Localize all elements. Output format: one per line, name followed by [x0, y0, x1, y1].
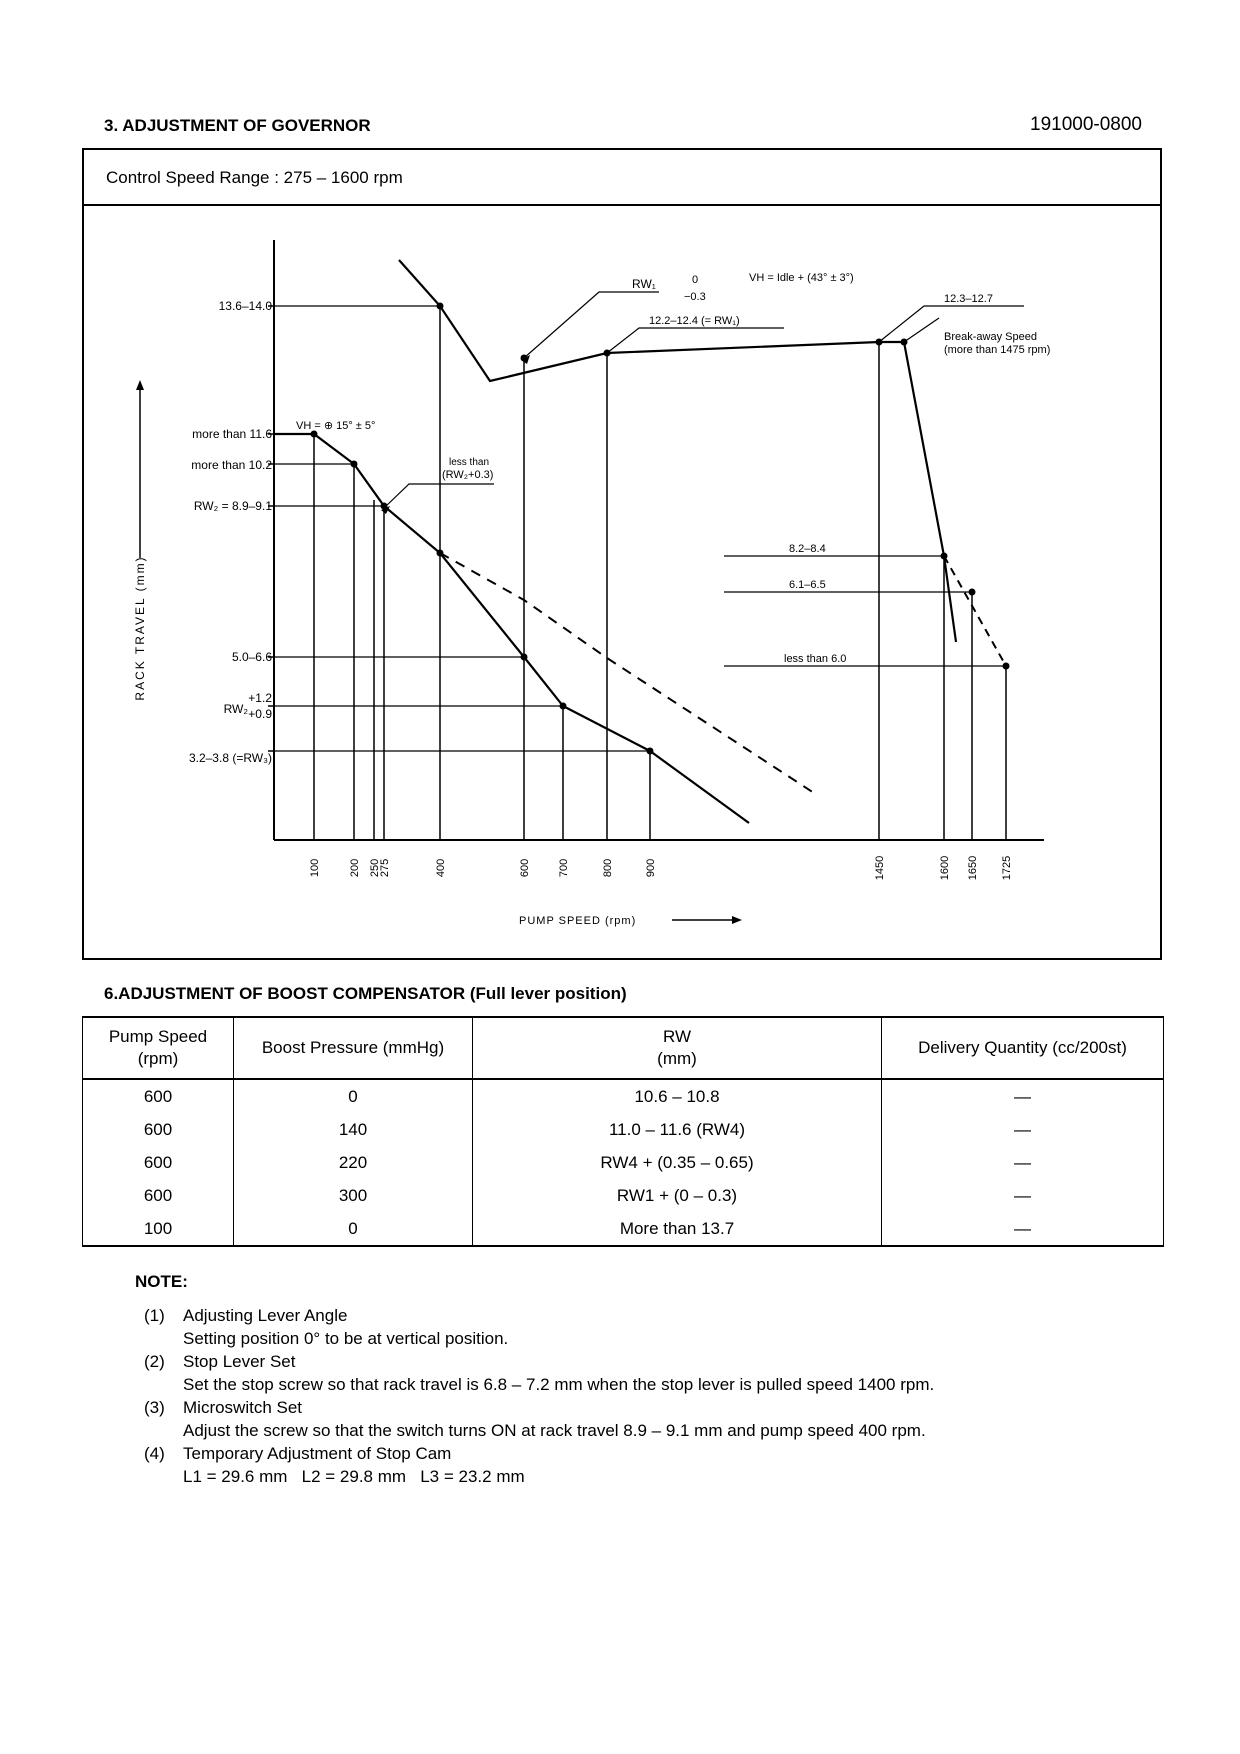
vh15-label: VH = ⊕ 15° ± 5°	[296, 420, 376, 432]
less-than-rw2-label: (RW₂+0.3)	[442, 469, 494, 481]
note-2-text: Set the stop screw so that rack travel is 6.8 – 7.2 mm when the stop lever is pulled speed 1400 rpm.	[183, 1375, 935, 1394]
note-title: NOTE:	[135, 1272, 188, 1291]
x-tick-900: 900	[645, 858, 657, 878]
x-tick-1450: 1450	[874, 855, 886, 881]
range-82-label: 8.2–8.4	[789, 543, 826, 555]
range-123-label: 12.3–12.7	[944, 293, 993, 305]
breakaway-note: (more than 1475 rpm)	[944, 344, 1051, 356]
range-122-label: 12.2–12.4 (= RW₁)	[649, 315, 740, 327]
l1-label: L1	[183, 1467, 202, 1486]
y-label-rw2-prefix: RW₂	[223, 702, 248, 716]
cell: 0	[234, 1212, 473, 1246]
governor-curve-idle	[274, 434, 749, 823]
cell: —	[882, 1079, 1164, 1113]
boost-table-header	[83, 1017, 1164, 1079]
note-1-number: (1)	[144, 1306, 165, 1325]
table-row	[83, 1079, 1164, 1113]
y-label-102: more than 10.2	[191, 458, 272, 472]
cell: More than 13.7	[473, 1212, 882, 1246]
x-tick-600: 600	[519, 858, 531, 878]
x-tick-100: 100	[309, 858, 321, 878]
cell: RW4 + (0.35 – 0.65)	[473, 1146, 882, 1179]
governor-curve-cutoff-dashed	[944, 556, 1006, 666]
x-tick-400: 400	[435, 858, 447, 878]
y-label-rw2: RW₂ = 8.9–9.1	[193, 499, 272, 513]
x-tick-1725: 1725	[1001, 855, 1013, 881]
rw1-top: 0	[692, 274, 699, 286]
cell: 10.6 – 10.8	[473, 1079, 882, 1113]
x-tick-1600: 1600	[939, 855, 951, 881]
breakaway-label: Break-away Speed	[944, 331, 1037, 343]
section-title: 3. ADJUSTMENT OF GOVERNOR	[104, 116, 371, 135]
less-than-label: less than	[449, 457, 490, 468]
rw1-bottom: −0.3	[684, 291, 706, 303]
l3-label: L3	[420, 1467, 440, 1486]
x-tick-700: 700	[558, 858, 570, 878]
note-1-text: Setting position 0° to be at vertical position.	[183, 1329, 509, 1348]
cell: 100	[83, 1212, 234, 1246]
x-tick-200: 200	[349, 858, 361, 878]
governor-curve-dashed	[440, 553, 814, 793]
l2-label: L2	[301, 1467, 321, 1486]
range-61-label: 6.1–6.5	[789, 579, 826, 591]
part-number: 191000-0800	[1030, 114, 1142, 135]
cell: —	[882, 1113, 1164, 1146]
governor-chart	[84, 208, 1160, 958]
table-row	[83, 1179, 1164, 1212]
note-1-title: Adjusting Lever Angle	[183, 1306, 348, 1325]
note-3-number: (3)	[144, 1398, 165, 1417]
cell: —	[882, 1146, 1164, 1179]
x-tick-800: 800	[602, 858, 614, 878]
x-tick-250: 250	[369, 858, 381, 878]
note-2-title: Stop Lever Set	[183, 1352, 296, 1371]
cell: 600	[83, 1113, 234, 1146]
l1-value: = 29.6 mm	[201, 1467, 288, 1486]
cell: 600	[83, 1179, 234, 1212]
cell: —	[882, 1212, 1164, 1246]
less-6-label: less than 6.0	[784, 653, 847, 665]
table-row	[83, 1113, 1164, 1146]
cell: RW1 + (0 – 0.3)	[473, 1179, 882, 1212]
l3-value: = 23.2 mm	[439, 1467, 525, 1486]
header-delivery: Delivery Quantity (cc/200st)	[882, 1017, 1164, 1079]
table-row	[83, 1212, 1164, 1246]
cell: 300	[234, 1179, 473, 1212]
cell: 0	[234, 1079, 473, 1113]
note-3-text: Adjust the screw so that the switch turns ON at rack travel 8.9 – 9.1 mm and pump speed 400 rpm.	[183, 1421, 926, 1440]
x-axis-label: PUMP SPEED (rpm)	[519, 915, 637, 927]
y-label-rw2-top: +1.2	[248, 691, 272, 705]
x-tick-1650: 1650	[967, 855, 979, 881]
header-rw: RW (mm)	[473, 1017, 882, 1079]
table-row	[83, 1146, 1164, 1179]
x-axis-arrowhead	[732, 916, 742, 924]
boost-section-title: 6.ADJUSTMENT OF BOOST COMPENSATOR (Full lever position)	[104, 984, 627, 1003]
note-4-title: Temporary Adjustment of Stop Cam	[183, 1444, 452, 1463]
note-3-title: Microswitch Set	[183, 1398, 303, 1417]
y-label-50: 5.0–6.6	[231, 650, 272, 664]
rw1-label: RW₁	[632, 277, 656, 291]
y-label-rw2-bottom: +0.9	[248, 707, 272, 721]
cell: 600	[83, 1079, 234, 1113]
note-4-stop-cam-values	[183, 1465, 525, 1488]
y-label-116: more than 11.6	[192, 427, 272, 441]
x-tick-275: 275	[379, 858, 391, 878]
y-label-136: 13.6–14.0	[218, 299, 272, 313]
header-boost-pressure: Boost Pressure (mmHg)	[234, 1017, 473, 1079]
boost-table	[82, 1016, 1164, 1247]
control-speed-range-row	[84, 150, 1160, 206]
cell: 600	[83, 1146, 234, 1179]
cell: 140	[234, 1113, 473, 1146]
note-4-number: (4)	[144, 1444, 165, 1463]
header-pump-speed: Pump Speed (rpm)	[83, 1017, 234, 1079]
vh-idle-label: VH = Idle + (43° ± 3°)	[749, 272, 854, 284]
cell: 11.0 – 11.6 (RW4)	[473, 1113, 882, 1146]
cell: 220	[234, 1146, 473, 1179]
y-axis-label: RACK TRAVEL (mm)	[133, 555, 147, 701]
control-speed-range: Control Speed Range : 275 – 1600 rpm	[106, 168, 403, 187]
cell: —	[882, 1179, 1164, 1212]
y-axis-arrowhead	[136, 380, 144, 390]
l2-value: = 29.8 mm	[320, 1467, 407, 1486]
y-label-32: 3.2–3.8 (=RW₃)	[188, 751, 272, 765]
note-2-number: (2)	[144, 1352, 165, 1371]
